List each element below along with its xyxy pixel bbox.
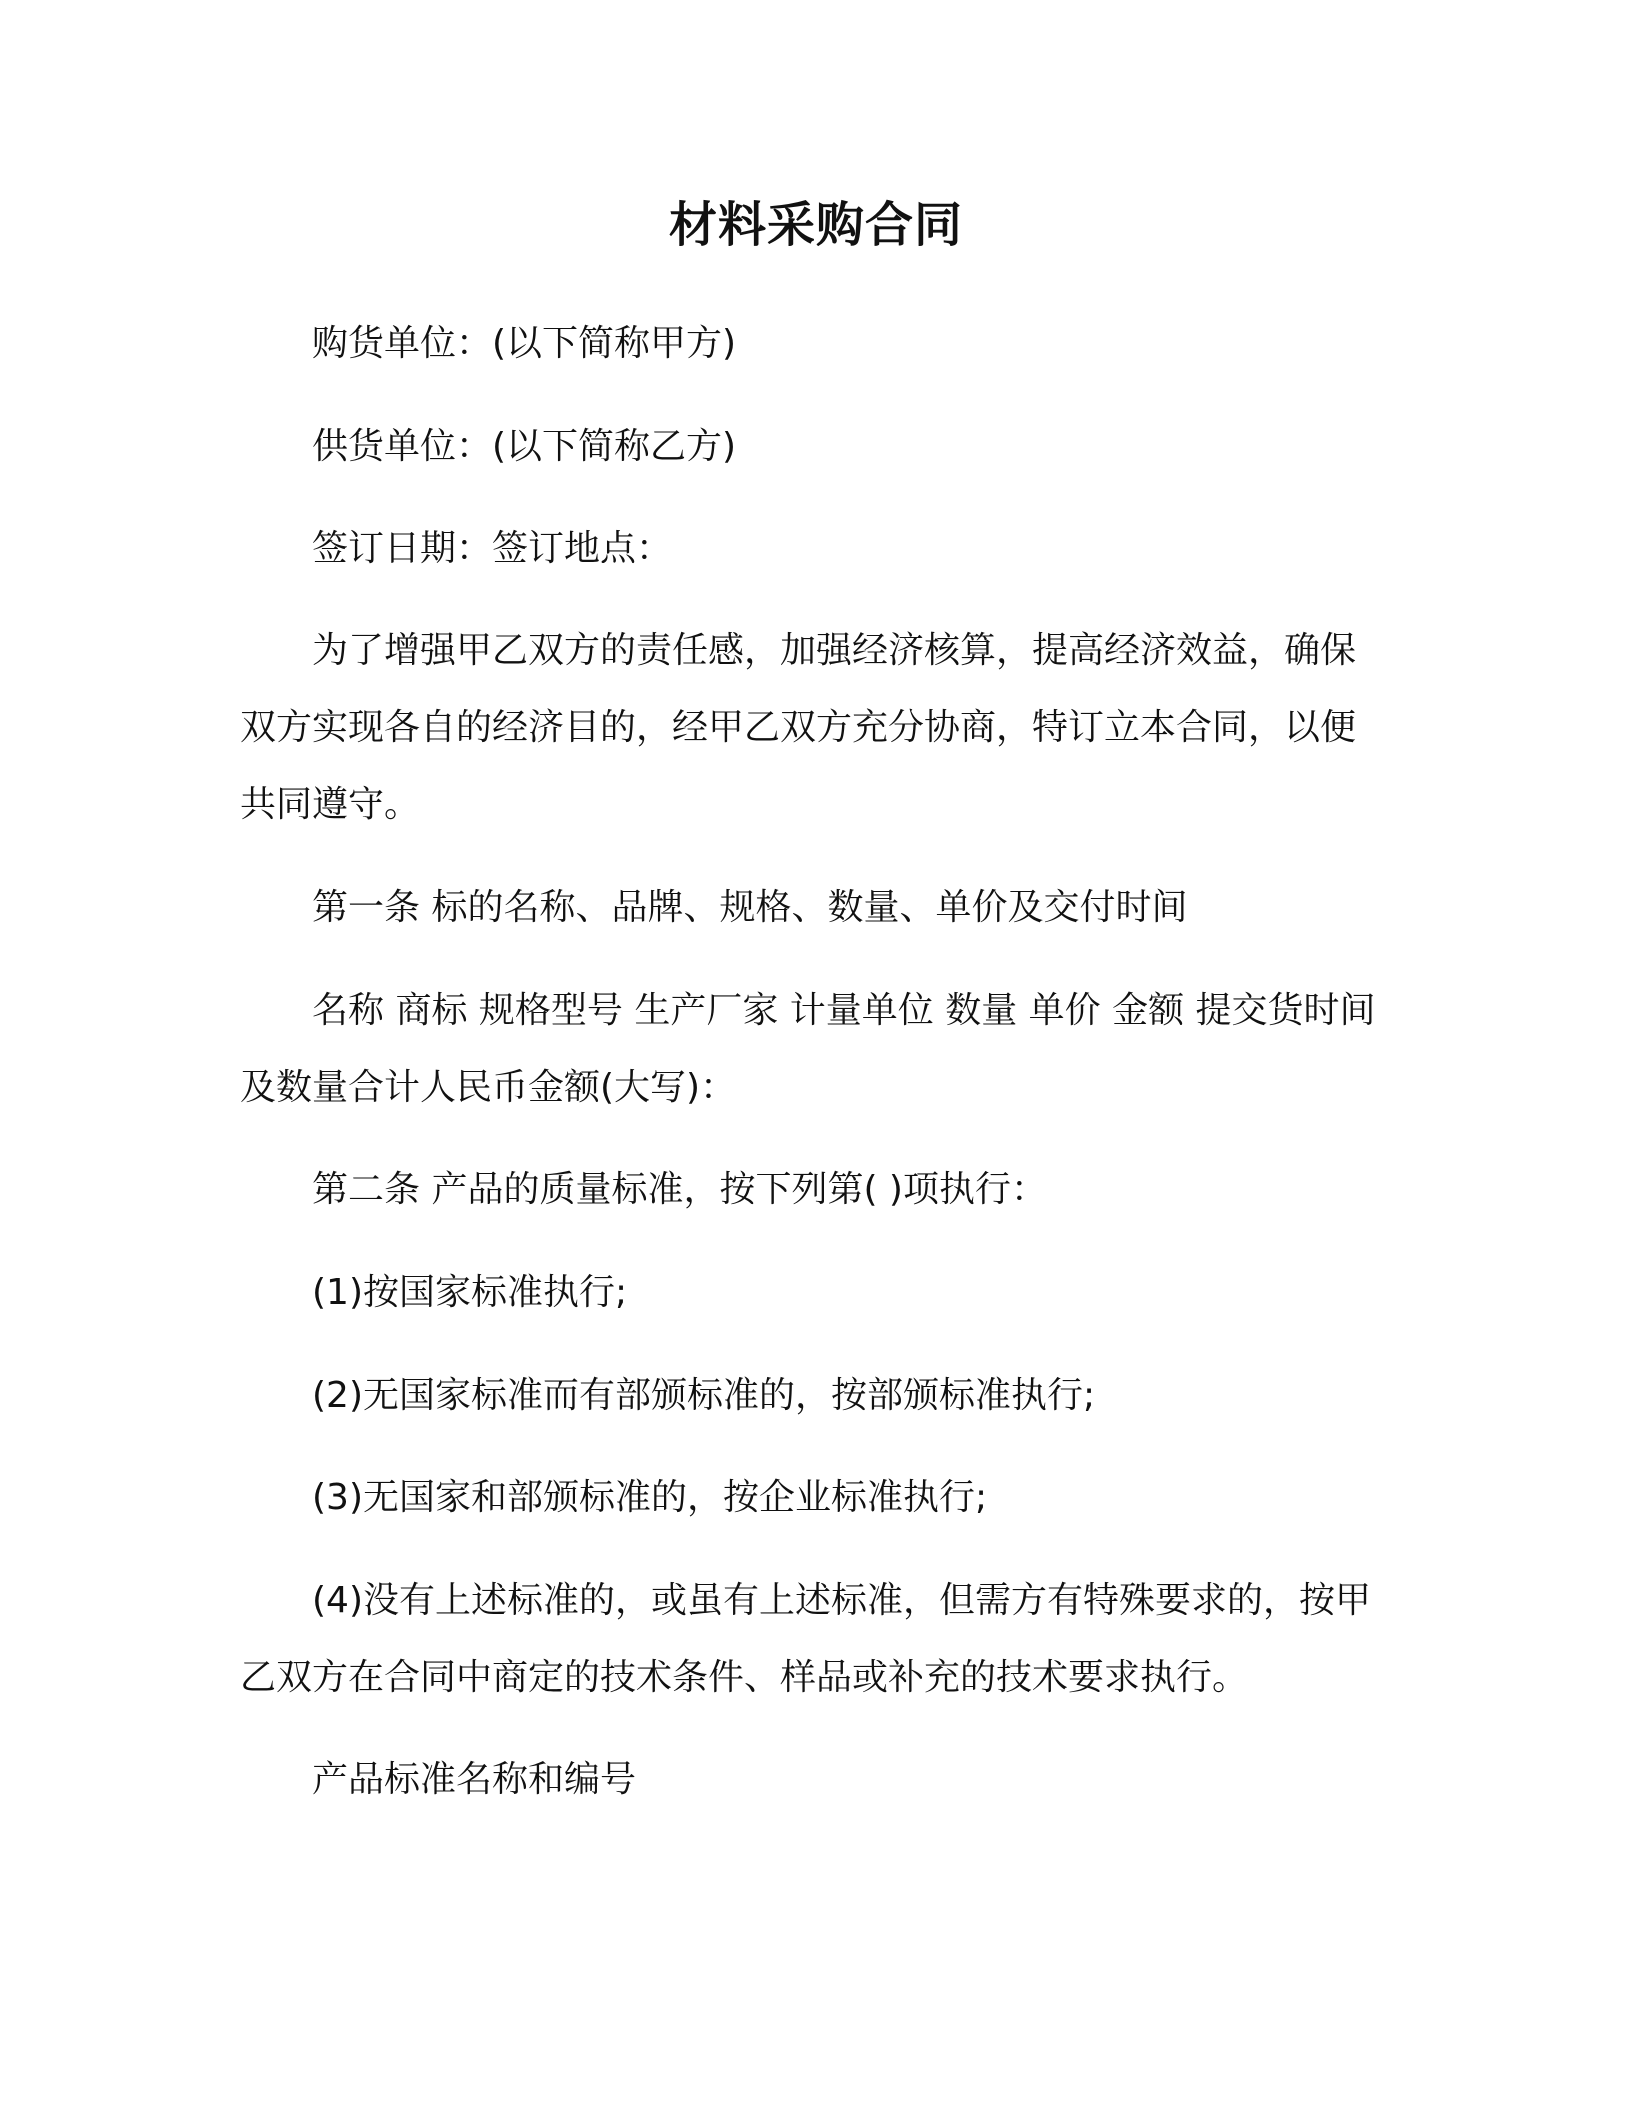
paragraph-standard-name: 产品标准名称和编号 [312, 1759, 637, 1800]
document-title: 材料采购合同 [668, 197, 963, 253]
paragraph-standard-4: (4)没有上述标准的，或虽有上述标准，但需方有特殊要求的，按甲乙双方在合同中商定的技术条件、样品或补充的技术要求执行。 [240, 1580, 1371, 1698]
paragraph-preamble: 为了增强甲乙双方的责任感，加强经济核算，提高经济效益，确保双方实现各自的经济目的，经甲乙双方充分协商，特订立本合同，以便共同遵守。 [240, 630, 1357, 825]
paragraph-sign-date-place: 签订日期：签订地点： [312, 528, 673, 569]
paragraph-article-1: 第一条 标的名称、品牌、规格、数量、单价及交付时间 [312, 887, 1188, 928]
paragraph-buyer: 购货单位：(以下简称甲方) [312, 323, 737, 364]
paragraph-supplier: 供货单位：(以下简称乙方) [312, 426, 737, 467]
paragraph-standard-1: (1)按国家标准执行; [312, 1272, 628, 1313]
paragraph-article-2: 第二条 产品的质量标准，按下列第( )项执行： [312, 1169, 1047, 1210]
paragraph-item-columns: 名称 商标 规格型号 生产厂家 计量单位 数量 单价 金额 提交货时间及数量合计人民币金额(大写)： [240, 990, 1376, 1108]
paragraph-standard-2: (2)无国家标准而有部颁标准的，按部颁标准执行; [312, 1375, 1096, 1416]
paragraph-standard-3: (3)无国家和部颁标准的，按企业标准执行; [312, 1477, 988, 1518]
